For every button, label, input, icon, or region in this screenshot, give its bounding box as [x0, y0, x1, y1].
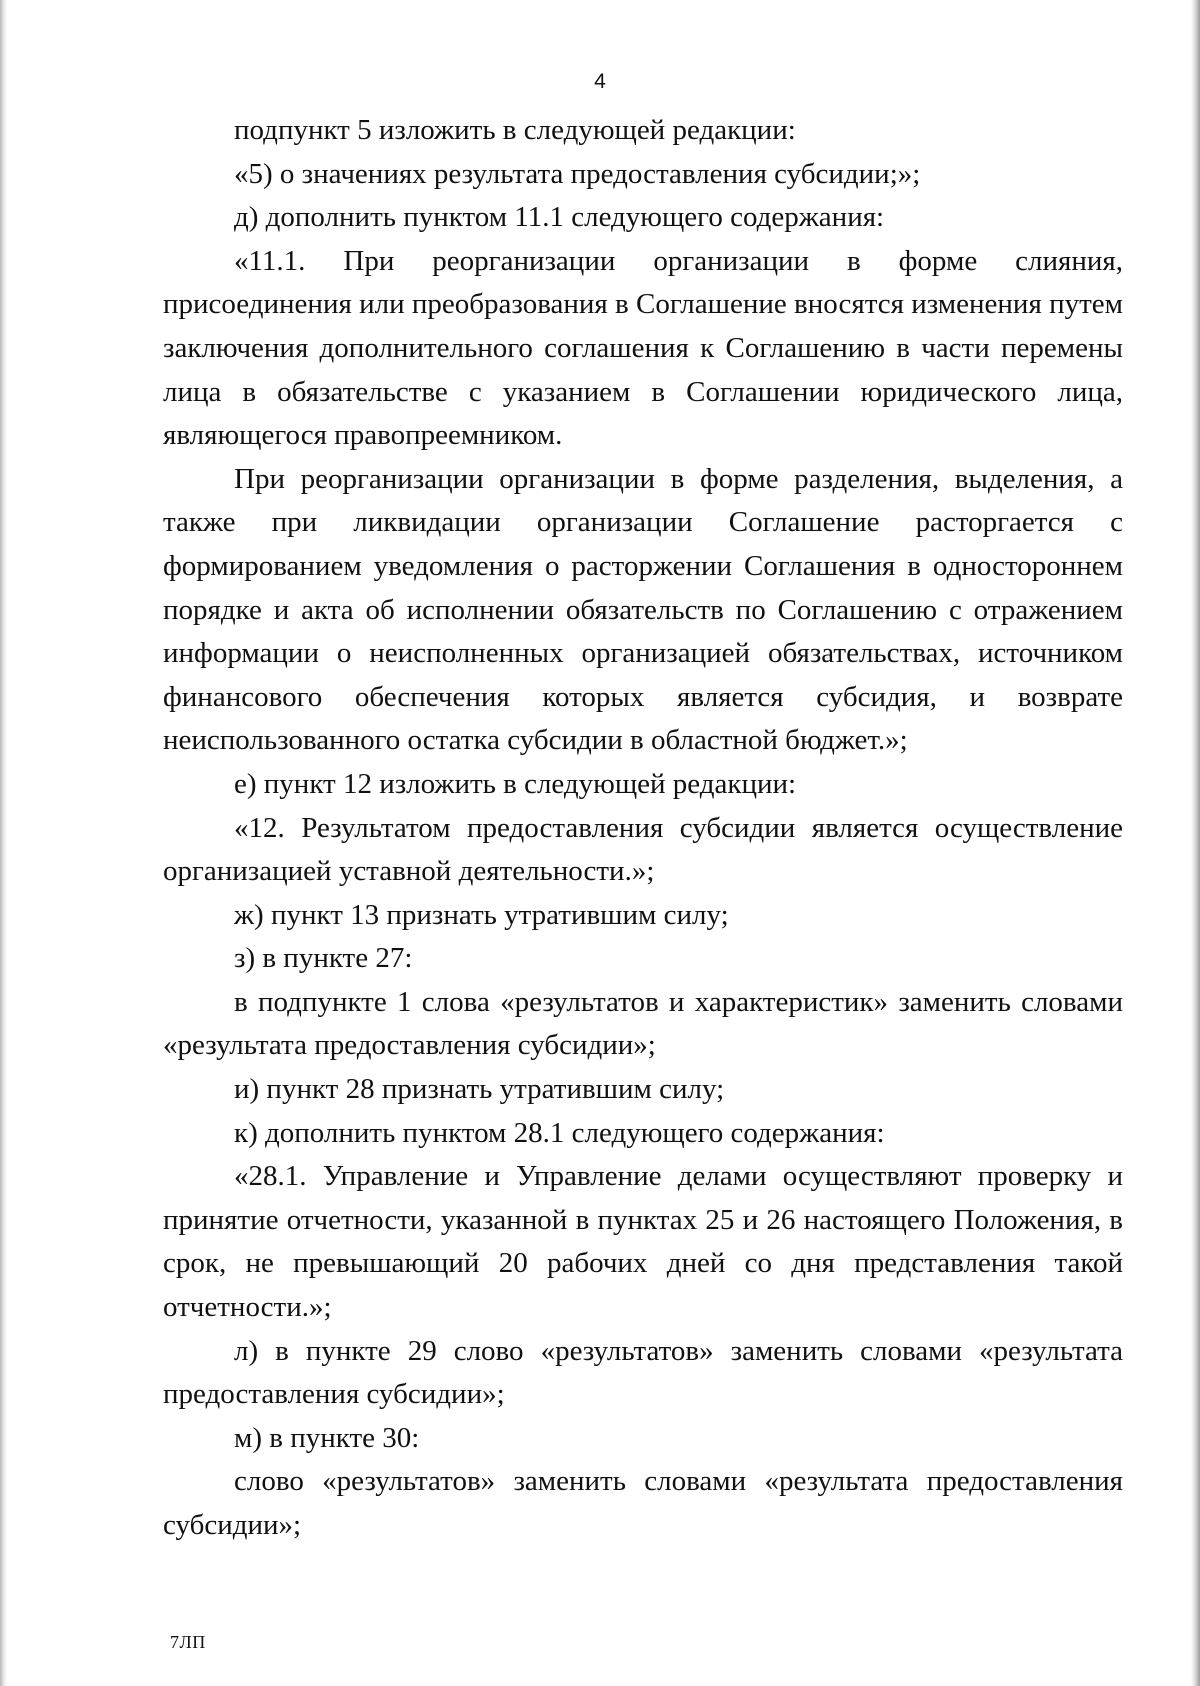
paragraph: д) дополнить пунктом 11.1 следующего содержания:	[234, 201, 885, 234]
paragraph: л) в пункте 29 слово «результатов» заменить словами «результата предоставления субсидии»;	[163, 1334, 1123, 1411]
paragraph: и) пункт 28 признать утратившим силу;	[234, 1073, 725, 1106]
paragraph: ж) пункт 13 признать утратившим силу;	[234, 898, 729, 931]
paragraph: слово «результатов» заменить словами «результата предоставления субсидии»;	[163, 1465, 1123, 1541]
document-body	[163, 109, 1123, 1548]
paragraph: «5) о значениях результата предоставления субсидии;»;	[234, 157, 921, 190]
paragraph: к) дополнить пунктом 28.1 следующего содержания:	[234, 1116, 885, 1149]
page-number: 4	[594, 70, 606, 93]
paragraph: «11.1. При реорганизации организации в форме слияния, присоединения или преобразования в Соглашение вносятся изменения путем заключения дополнительного соглашения к Соглашению в части перемены лица в обязательстве с указанием в Соглашении юридического лица, являющегося правопреемником.	[163, 244, 1123, 452]
paragraph: е) пункт 12 изложить в следующей редакции:	[234, 767, 797, 800]
paragraph: подпункт 5 изложить в следующей редакции:	[234, 114, 796, 146]
scan-edge-left	[0, 0, 7, 1686]
paragraph: «12. Результатом предоставления субсидии является осуществление организацией уставной деятельности.»;	[163, 811, 1123, 888]
paragraph: м) в пункте 30:	[234, 1421, 420, 1454]
scan-edge-right	[1191, 0, 1200, 1686]
paragraph: При реорганизации организации в форме разделения, выделения, а также при ликвидации организации Соглашение расторгается с формированием уведомления о расторжении Соглашения в одностороннем порядке и акта об исполнении обязательств по Соглашению с отражением информации о неисполненных организацией обязательствах, источником финансового обеспечения которых является субсидия, и возврате неиспользованного остатка субсидии в областной бюджет.»;	[163, 462, 1123, 757]
paragraph: в подпункте 1 слова «результатов и характеристик» заменить словами «результата предоставления субсидии»;	[163, 985, 1123, 1062]
paragraph: з) в пункте 27:	[234, 942, 413, 975]
footer-document-code: 7ЛП	[170, 1632, 206, 1652]
paragraph: «28.1. Управление и Управление делами осуществляют проверку и принятие отчетности, указанной в пунктах 25 и 26 настоящего Положения, в срок, не превышающий 20 рабочих дней со дня представления такой отчетности.»;	[163, 1160, 1123, 1324]
